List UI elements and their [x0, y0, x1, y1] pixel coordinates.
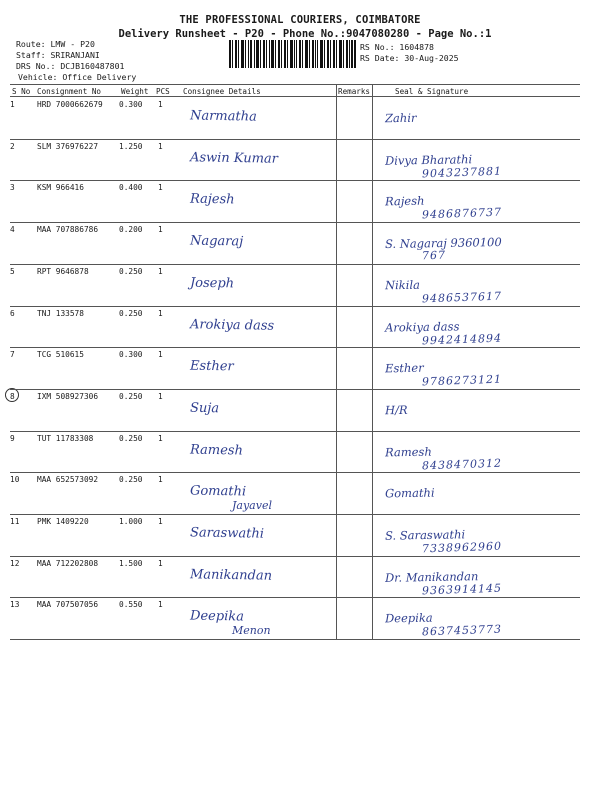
row-weight: 1.000: [119, 517, 143, 526]
row-signature: S. Saraswathi: [384, 527, 466, 543]
row-divider: [10, 597, 580, 598]
row-signature-phone: 767: [421, 248, 447, 263]
row-divider: [10, 472, 580, 473]
row-consignment-no: KSM 966416: [37, 183, 84, 193]
row-signature: S. Nagaraj 9360100: [384, 235, 502, 252]
row-consignee-name: Suja: [189, 400, 220, 417]
row-signature-phone: 9486537617: [421, 289, 503, 306]
col-weight-header: Weight: [121, 87, 149, 96]
row-pcs: 1: [158, 266, 163, 276]
rs-number: RS No.: 1604878: [360, 42, 434, 52]
row-pcs: 1: [158, 100, 163, 109]
row-signature-phone: 8438470312: [421, 456, 503, 472]
row-signature-phone: 7338962960: [421, 539, 503, 556]
row-signature: Divya Bharathi: [384, 151, 473, 168]
row-consignee-name: Narmatha: [189, 108, 257, 125]
row-weight: 1.250: [119, 141, 143, 151]
row-pcs: 1: [158, 308, 163, 318]
row-sno: 9: [10, 433, 15, 443]
row-signature: Zahir: [384, 110, 417, 126]
row-signature-phone: 9486876737: [421, 205, 503, 222]
row-signature: H/R: [384, 402, 408, 418]
row-divider: [10, 431, 580, 432]
row-sno: 6: [10, 308, 15, 318]
row-signature-phone: 9363914145: [421, 581, 503, 598]
row-consignment-no: PMK 1409220: [37, 517, 89, 526]
row-signature: Rajesh: [384, 194, 425, 209]
row-consignment-no: MAA 707507056: [37, 600, 99, 610]
row-divider: [10, 556, 580, 557]
row-divider: [10, 139, 580, 140]
staff-label: Staff: SRIRANJANI: [16, 50, 100, 60]
row-divider: [10, 389, 580, 390]
row-divider: [10, 347, 580, 348]
row-divider: [10, 514, 580, 515]
row-pcs: 1: [158, 350, 163, 360]
row-sno: 13: [10, 600, 20, 610]
row-consignee-name-line2: Menon: [232, 624, 271, 638]
runsheet-subtitle: Delivery Runsheet - P20 - Phone No.:9047080280 - Page No.:1: [118, 28, 492, 40]
row-divider: [10, 180, 580, 181]
table-top-rule: [10, 84, 580, 85]
row-weight: 0.400: [119, 183, 143, 193]
row-weight: 0.300: [119, 100, 143, 109]
row-consignment-no: MAA 707886786: [37, 225, 99, 235]
row-pcs: 1: [158, 475, 163, 485]
row-consignment-no: HRD 7000662679: [37, 100, 103, 109]
row-weight: 0.550: [119, 600, 143, 610]
row-consignee-name: Saraswathi: [189, 525, 265, 542]
row-weight: 0.300: [119, 350, 143, 360]
row-consignee-name: Gomathi: [189, 483, 247, 500]
row-consignment-no: MAA 652573092: [37, 475, 99, 485]
row-consignee-name: Deepika: [189, 608, 245, 625]
row-divider: [10, 306, 580, 307]
row-signature-phone: 8637453773: [421, 622, 503, 639]
row-sno: 1: [10, 100, 15, 109]
row-pcs: 1: [158, 391, 163, 401]
row-consignee-name: Arokiya dass: [189, 316, 275, 334]
row-consignment-no: MAA 712202808: [37, 558, 99, 568]
rs-info: [360, 42, 459, 64]
row-signature: Gomathi: [384, 485, 435, 501]
row-consignment-no: RPT 9646878: [37, 266, 89, 276]
row-consignment-no: TNJ 133578: [37, 308, 84, 318]
row-consignee-name: Ramesh: [189, 442, 244, 459]
rs-date: RS Date: 30-Aug-2025: [360, 53, 459, 63]
barcode-image: [229, 40, 356, 68]
col-remarks-header: Remarks: [338, 87, 371, 96]
row-pcs: 1: [158, 558, 163, 568]
row-sno: 3: [10, 183, 15, 193]
row-weight: 0.250: [119, 266, 143, 276]
row-consignee-name: Nagaraj: [189, 233, 244, 250]
row-weight: 0.250: [119, 391, 143, 401]
row-divider: [10, 222, 580, 223]
row-signature: Esther: [384, 360, 424, 376]
row-consignee-name-line2: Jayavel: [232, 499, 272, 513]
row-weight: 1.500: [119, 558, 143, 568]
row-sno: 2: [10, 141, 15, 151]
col-consignee-header: Consignee Details: [183, 87, 261, 96]
row-consignment-no: TCG 510615: [37, 350, 84, 360]
col-sno-header: S No: [12, 87, 31, 96]
row-signature: Arokiya dass: [384, 318, 460, 335]
row-signature-phone: 9043237881: [421, 164, 503, 181]
route-label: Route: LMW - P20: [16, 39, 95, 49]
row-sno: 12: [10, 558, 20, 568]
col-pcs-header: PCS: [156, 87, 170, 96]
row-divider: [10, 639, 580, 640]
row-signature: Dr. Manikandan: [384, 568, 479, 585]
row-sno: 4: [10, 225, 15, 235]
row-divider: [10, 264, 580, 265]
drs-number: DRS No.: DCJB160487801: [16, 61, 125, 71]
row-pcs: 1: [158, 600, 163, 610]
row-consignee-name: Esther: [189, 358, 234, 375]
row-pcs: 1: [158, 183, 163, 193]
row-weight: 0.250: [119, 308, 143, 318]
row-pcs: 1: [158, 141, 163, 151]
row-signature: Deepika: [384, 610, 433, 626]
row-consignee-name: Aswin Kumar: [189, 149, 279, 167]
vehicle-label: Vehicle: Office Delivery: [18, 72, 137, 82]
row-weight: 0.200: [119, 225, 143, 235]
row-consignment-no: IXM 508927306: [37, 391, 99, 401]
row-sno: 8: [10, 391, 15, 401]
row-pcs: 1: [158, 225, 163, 235]
row-sno: 7: [10, 350, 15, 360]
row-sno: 11: [10, 517, 20, 526]
table-header-rule: [10, 96, 580, 97]
row-pcs: 1: [158, 517, 163, 526]
company-title: THE PROFESSIONAL COURIERS, COIMBATORE: [179, 14, 421, 26]
row-signature-phone: 9786273121: [421, 372, 503, 389]
row-consignment-no: TUT 11783308: [37, 433, 94, 443]
row-signature: Ramesh: [384, 444, 432, 460]
row-signature-phone: 9942414894: [421, 331, 503, 347]
row-sno: 10: [10, 475, 20, 485]
col-seal-header: Seal & Signature: [395, 87, 469, 96]
row-consignee-name: Joseph: [189, 275, 235, 292]
row-consignee-name: Rajesh: [189, 192, 235, 208]
col-consignment-header: Consignment No: [37, 87, 102, 96]
row-weight: 0.250: [119, 433, 143, 443]
row-signature: Nikila: [384, 277, 421, 293]
row-sno: 5: [10, 266, 15, 276]
row-consignee-name: Manikandan: [189, 566, 273, 584]
row-pcs: 1: [158, 433, 163, 443]
row-consignment-no: SLM 376976227: [37, 141, 99, 151]
row-weight: 0.250: [119, 475, 143, 485]
